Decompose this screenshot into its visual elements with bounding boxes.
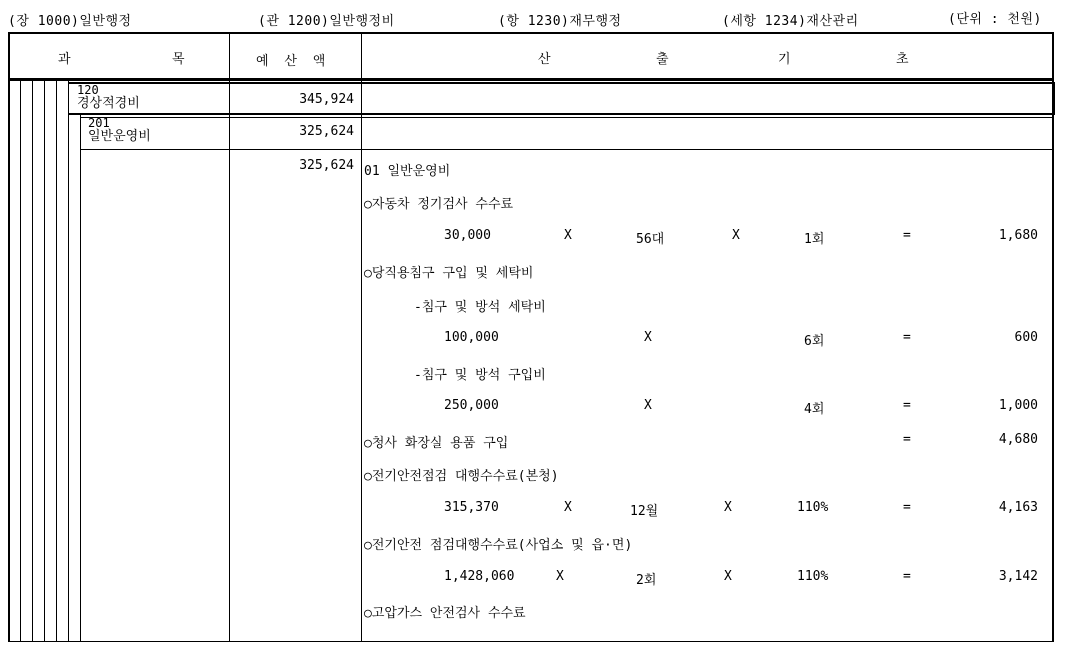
col-header-budget: 예 산 액: [256, 54, 330, 69]
calc-line-10-qty: 12월: [630, 504, 659, 519]
row-201-top: [80, 117, 1054, 118]
calc-line-10-eq: =: [903, 500, 911, 515]
calc-line-5-times: 6회: [804, 334, 825, 349]
table-bottom-border: [8, 641, 1054, 642]
row-120-right: [1052, 82, 1055, 115]
row-120-code: 120: [77, 83, 99, 97]
gwan-label: (관 1200)일반행정비: [258, 14, 395, 29]
calc-line-10-rate: 110%: [797, 500, 829, 515]
calc-line-12-rate: 110%: [797, 569, 829, 584]
calc-line-12-qty: 2회: [636, 573, 657, 588]
basis-line-3: ○당직용침구 구입 및 세탁비: [364, 266, 534, 281]
table-left-border: [8, 32, 10, 80]
calc-line-5-total: 600: [1014, 330, 1038, 345]
row-201-name: 일반운영비: [88, 129, 151, 144]
row-201-amount: 325,624: [299, 124, 354, 139]
basis-line-0: 01 일반운영비: [364, 164, 451, 179]
row-120-bottom: [68, 113, 1054, 115]
calc-line-7-x: X: [644, 398, 652, 413]
row-201-code: 201: [88, 116, 110, 130]
basis-line-8-eq: =: [903, 432, 911, 447]
basis-line-11: ○전기안전 점검대행수수료(사업소 및 읍·면): [364, 538, 633, 553]
row-01-amount: 325,624: [299, 158, 354, 173]
table-right-border: [1052, 32, 1054, 642]
table-top-border: [8, 32, 1054, 34]
calc-line-10-price: 315,370: [444, 500, 499, 515]
row-120-top: [68, 82, 1054, 84]
hang-label: (항 1230)재무행정: [498, 14, 622, 29]
basis-line-9: ○전기안전점검 대행수수료(본청): [364, 469, 559, 484]
calc-line-2-times: 1회: [804, 232, 825, 247]
basis-line-8: ○청사 화장실 용품 구입: [364, 436, 509, 451]
calc-line-10-total: 4,163: [998, 500, 1038, 515]
row-120-amount: 345,924: [299, 92, 354, 107]
calc-line-2-qty: 56대: [636, 232, 665, 247]
col-sep-budget: [229, 32, 230, 642]
row-120-name: 경상적경비: [77, 96, 140, 111]
header-bottom-border: [8, 78, 1054, 81]
calc-line-5-eq: =: [903, 330, 911, 345]
calc-line-12-eq: =: [903, 569, 911, 584]
calc-line-5-x: X: [644, 330, 652, 345]
col-header-gwa: 과: [58, 52, 71, 67]
col-header-mok: 목: [172, 52, 185, 67]
row-201-bottom: [80, 149, 1054, 150]
jang-label: (장 1000)일반행정: [8, 14, 132, 29]
calc-line-12-price: 1,428,060: [444, 569, 515, 584]
tree-line-7: [80, 115, 81, 642]
calc-line-12-total: 3,142: [998, 569, 1038, 584]
calc-line-7-times: 4회: [804, 402, 825, 417]
calc-line-7-price: 250,000: [444, 398, 499, 413]
col-header-basis-3: 기: [778, 52, 791, 67]
tree-line-3: [32, 80, 33, 642]
tree-line-1: [8, 80, 10, 642]
basis-line-13: ○고압가스 안전검사 수수료: [364, 606, 526, 621]
calc-line-5-price: 100,000: [444, 330, 499, 345]
calc-line-7-eq: =: [903, 398, 911, 413]
calc-line-2-x2: X: [732, 228, 740, 243]
col-header-basis-2: 출: [656, 52, 669, 67]
calc-line-2-total: 1,680: [998, 228, 1038, 243]
unit-label: (단위 : 천원): [948, 12, 1042, 27]
sehang-label: (세항 1234)재산관리: [722, 14, 859, 29]
basis-line-1: ○자동차 정기검사 수수료: [364, 197, 514, 212]
calc-line-2-eq: =: [903, 228, 911, 243]
calc-line-12-x1: X: [556, 569, 564, 584]
calc-line-7-total: 1,000: [998, 398, 1038, 413]
col-sep-basis: [361, 32, 362, 642]
calc-line-12-x2: X: [724, 569, 732, 584]
calc-line-10-x1: X: [564, 500, 572, 515]
tree-line-6: [68, 80, 69, 642]
col-header-basis-4: 초: [896, 52, 909, 67]
basis-line-4: -침구 및 방석 세탁비: [414, 300, 546, 315]
calc-line-2-price: 30,000: [444, 228, 491, 243]
tree-line-5: [56, 80, 57, 642]
tree-line-2: [20, 80, 21, 642]
basis-line-6: -침구 및 방석 구입비: [414, 368, 546, 383]
basis-line-8-total: 4,680: [998, 432, 1038, 447]
tree-line-4: [44, 80, 45, 642]
calc-line-2-x1: X: [564, 228, 572, 243]
calc-line-10-x2: X: [724, 500, 732, 515]
col-header-basis-1: 산: [538, 52, 551, 67]
